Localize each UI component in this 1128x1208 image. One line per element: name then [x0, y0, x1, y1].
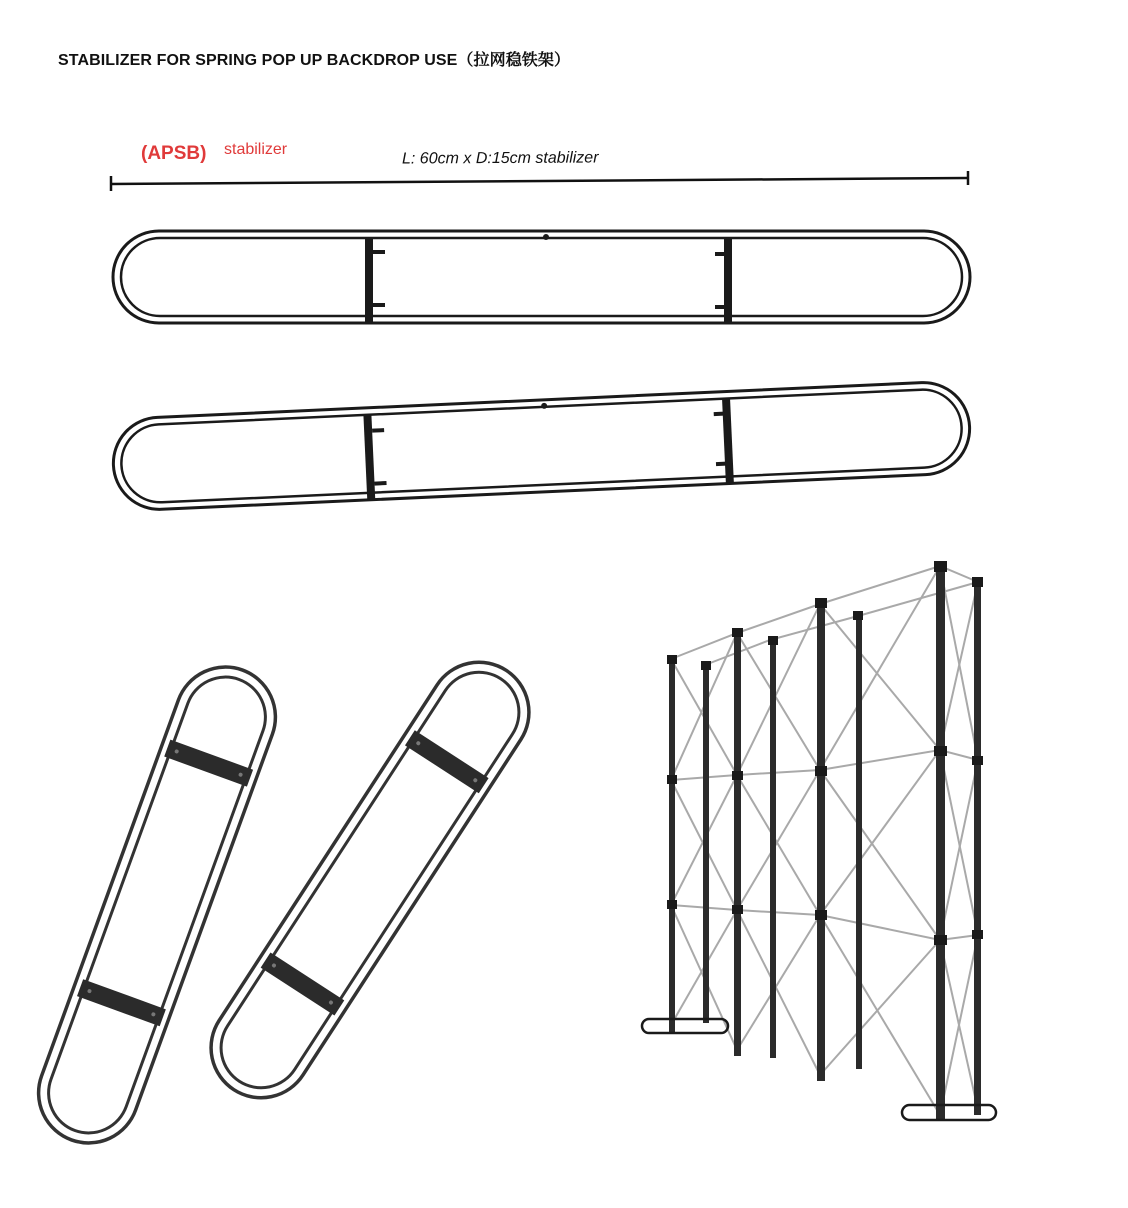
product-label: stabilizer [224, 141, 288, 158]
product-code: (APSB) [141, 143, 207, 164]
page-title: STABILIZER FOR SPRING POP UP BACKDROP USE（拉网稳铁架） [58, 52, 571, 69]
dimension-text: L: 60cm x D:15cm stabilizer [401, 149, 599, 168]
